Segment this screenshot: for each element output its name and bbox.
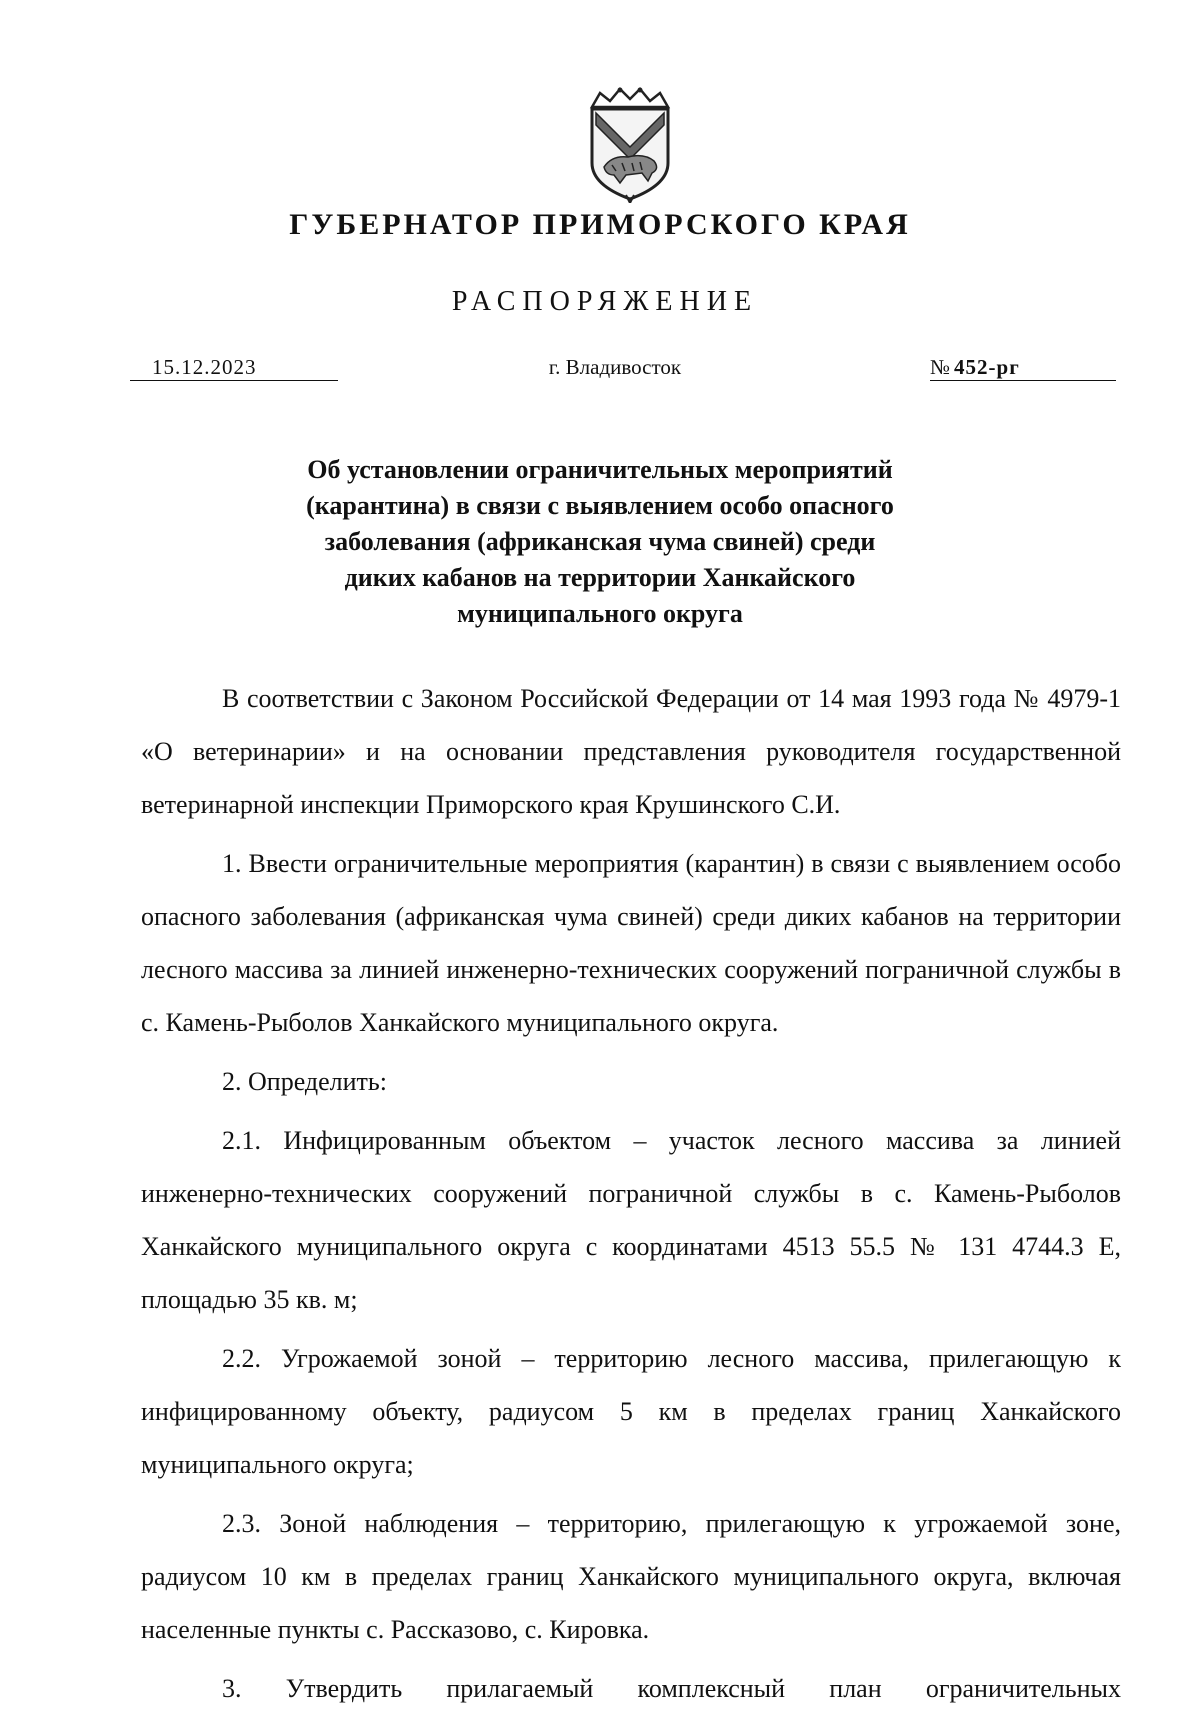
paragraph-2-2: 2.2. Угрожаемой зоной – территорию лесного массива, прилегающую к инфицированному объекту, радиусом 5 км в пределах границ Ханкайского муниципального округа; <box>141 1344 1121 1479</box>
title-line: Об установлении ограничительных мероприятий <box>307 455 893 484</box>
issuing-authority: ГУБЕРНАТОР ПРИМОРСКОГО КРАЯ <box>289 208 911 241</box>
paragraph-2-3: 2.3. Зоной наблюдения – территорию, прилегающую к угрожаемой зоне, радиусом 10 км в пределах границ Ханкайского муниципального округа, включая населенные пункты с. Рассказово, с. Кировка. <box>141 1509 1121 1644</box>
paragraph-1: 1. Ввести ограничительные мероприятия (карантин) в связи с выявлением особо опасного заболевания (африканская чума свиней) среди диких кабанов на территории лесного массива за линией инженерно-технических сооружений пограничной службы в с. Камень-Рыболов Ханкайского муниципального округа. <box>141 849 1121 1037</box>
document-date: 15.12.2023 <box>130 355 338 381</box>
document-type: РАСПОРЯЖЕНИЕ <box>451 286 759 317</box>
title-line: заболевания (африканская чума свиней) среди <box>324 527 876 556</box>
number-sign: № <box>930 355 951 379</box>
document-body <box>141 672 1121 1721</box>
title-line: диких кабанов на территории Ханкайского <box>344 563 856 592</box>
document-city: г. Владивосток <box>548 355 682 379</box>
title-line: муниципального округа <box>457 599 743 628</box>
number-value: 452-рг <box>954 355 1020 379</box>
document-title <box>180 452 1020 632</box>
title-line: (карантина) в связи с выявлением особо опасного <box>306 491 894 520</box>
paragraph-2: 2. Определить: <box>222 1067 387 1096</box>
paragraph-2-1: 2.1. Инфицированным объектом – участок лесного массива за линией инженерно-технических сооружений пограничной службы в с. Камень-Рыболов Ханкайского муниципального округа с координатами 4513 55.5 № 131 4744.3 Е, площадью 35 кв. м; <box>141 1126 1121 1314</box>
coat-of-arms-icon <box>582 85 678 203</box>
preamble-paragraph: В соответствии с Законом Российской Федерации от 14 мая 1993 года № 4979-1 «О ветеринарии» и на основании представления руководителя государственной ветеринарной инспекции Приморского края Крушинского С.И. <box>141 684 1121 819</box>
paragraph-3: 3. Утвердить прилагаемый комплексный план ограничительных <box>222 1674 1121 1703</box>
document-number <box>930 355 1116 381</box>
